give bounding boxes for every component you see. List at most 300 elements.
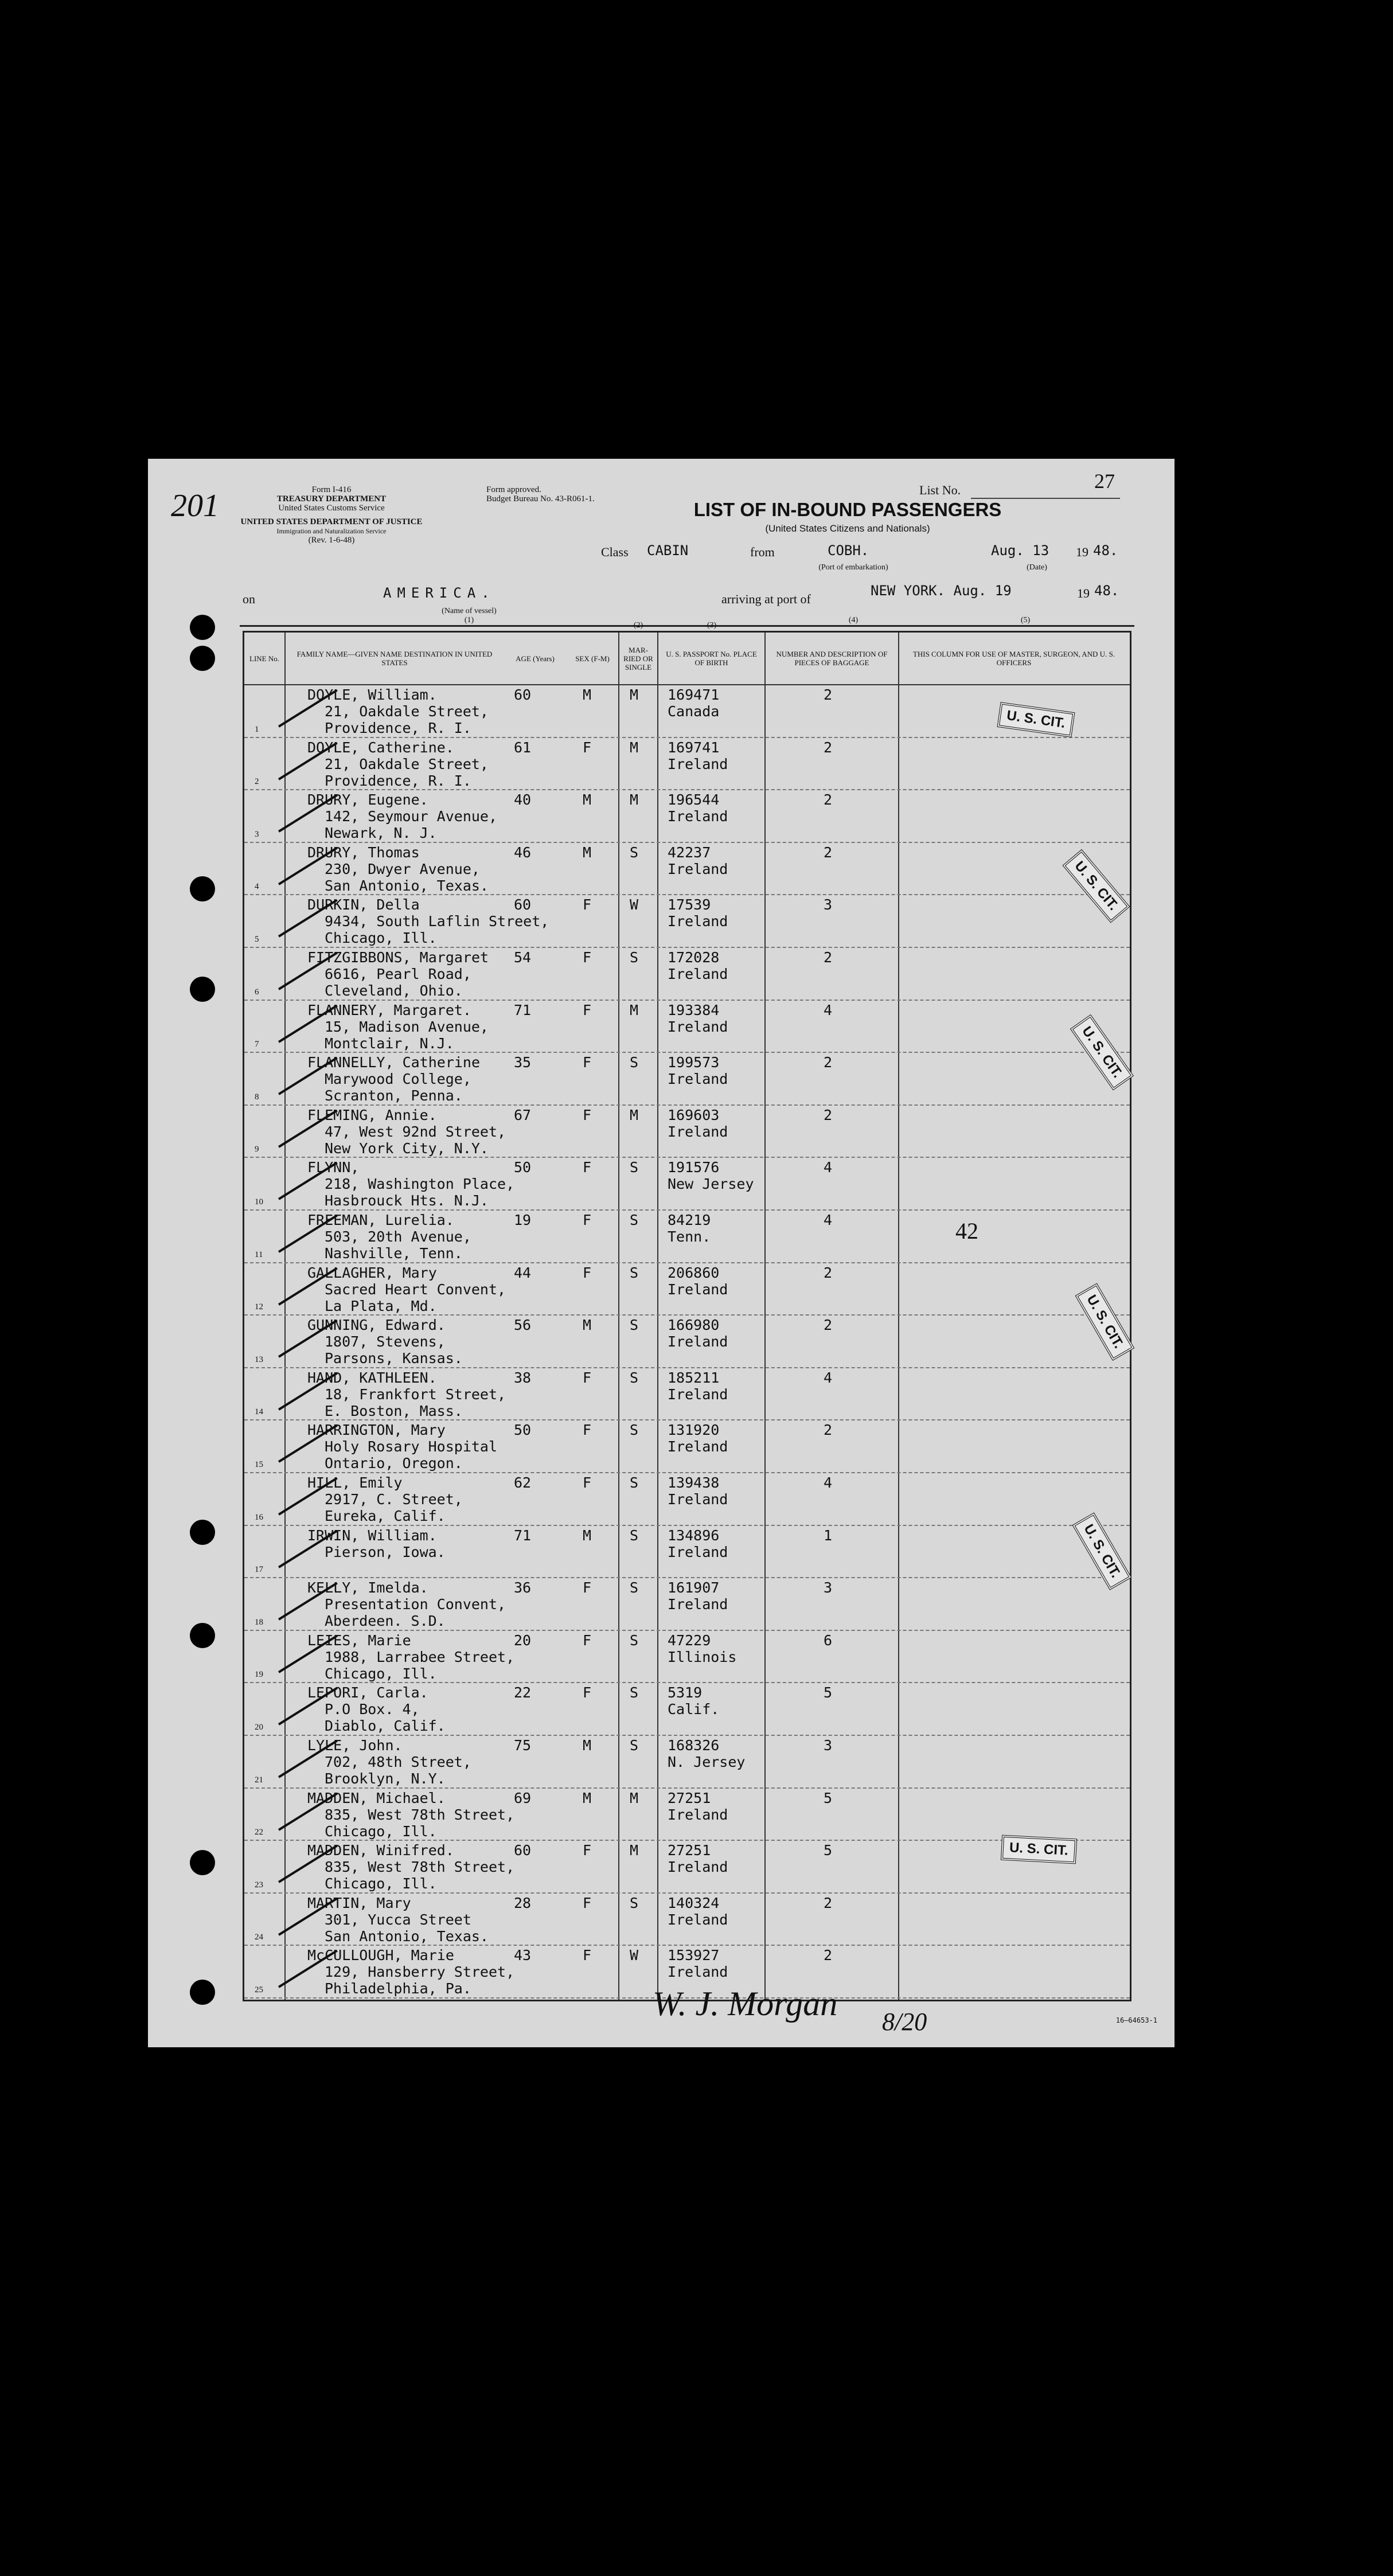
age: 44 — [514, 1264, 532, 1281]
col-header-line: LINE No. — [249, 654, 279, 663]
address-line-1: 15, Madison Avenue, — [325, 1018, 489, 1035]
col-header-age: AGE (Years) — [516, 654, 555, 663]
binder-hole — [190, 1980, 215, 2005]
sex: F — [583, 1054, 592, 1071]
table-row — [244, 1263, 1130, 1316]
age: 60 — [514, 1842, 532, 1859]
address-line-1: Pierson, Iowa. — [325, 1543, 446, 1560]
baggage-count: 5 — [824, 1684, 833, 1701]
table-row — [244, 1211, 1130, 1263]
list-number: 27 — [1094, 470, 1115, 493]
passport-number: 169603 — [668, 1106, 720, 1123]
us-citizen-stamp: U. S. CIT. — [1075, 1283, 1134, 1360]
revision-date: (Rev. 1-6-48) — [308, 536, 355, 545]
sex: M — [583, 1789, 592, 1806]
vessel-caption: (Name of vessel) — [442, 607, 497, 615]
age: 38 — [514, 1369, 532, 1386]
sex: F — [583, 1264, 592, 1281]
passenger-name: FITZGIBBONS, Margaret — [307, 949, 489, 966]
baggage-count: 2 — [824, 1106, 833, 1123]
address-line-1: Holy Rosary Hospital — [325, 1438, 498, 1455]
list-no-label: List No. — [919, 483, 961, 497]
us-citizen-stamp: U. S. CIT. — [1070, 1014, 1134, 1090]
baggage-count: 2 — [824, 1422, 833, 1439]
address-line-2: La Plata, Md. — [325, 1297, 437, 1314]
place-of-birth: Ireland — [668, 1018, 728, 1035]
place-of-birth: Ireland — [668, 1806, 728, 1823]
baggage-count: 4 — [824, 1001, 833, 1018]
baggage-count: 4 — [824, 1212, 833, 1228]
passenger-table — [243, 621, 1131, 2001]
baggage-count: 2 — [824, 686, 833, 703]
line-number: 16 — [255, 1512, 263, 1522]
marital-status: S — [630, 1054, 639, 1071]
vessel-name: AMERICA. — [383, 585, 495, 601]
passport-number: 169741 — [668, 739, 720, 756]
sex: F — [583, 1632, 592, 1649]
customs-service: United States Customs Service — [278, 504, 385, 513]
sex: F — [583, 1947, 592, 1964]
baggage-count: 2 — [824, 1947, 833, 1964]
address-line-2: Montclair, N.J. — [325, 1035, 454, 1052]
baggage-count: 3 — [824, 896, 833, 914]
age: 19 — [514, 1212, 532, 1228]
page-subtitle: (United States Citizens and Nationals) — [765, 523, 930, 534]
age: 40 — [514, 791, 532, 809]
sex: M — [583, 791, 592, 809]
age: 71 — [514, 1001, 532, 1018]
marital-status: S — [630, 1632, 639, 1649]
line-number: 19 — [255, 1670, 263, 1680]
address-line-2: Nashville, Tenn. — [325, 1245, 463, 1262]
sex: M — [583, 1737, 592, 1754]
class-value: CABIN — [647, 542, 689, 559]
passport-number: 161907 — [668, 1579, 720, 1597]
place-of-birth: Ireland — [668, 1491, 728, 1508]
col-header-baggage: NUMBER AND DESCRIPTION OF PIECES OF BAGGAGE — [776, 650, 888, 667]
passenger-name: FLANNERY, Margaret. — [307, 1001, 471, 1018]
table-row — [244, 1473, 1130, 1526]
line-number: 18 — [255, 1617, 263, 1627]
sex: F — [583, 1212, 592, 1228]
passenger-name: LEPORI, Carla. — [307, 1684, 428, 1701]
passenger-name: GALLAGHER, Mary — [307, 1264, 437, 1281]
line-number: 2 — [255, 777, 259, 787]
passport-number: 199573 — [668, 1054, 720, 1071]
age: 46 — [514, 844, 532, 861]
place-of-birth: Ireland — [668, 1859, 728, 1876]
passport-number: 196544 — [668, 791, 720, 809]
address-line-1: 218, Washington Place, — [325, 1176, 515, 1193]
age: 71 — [514, 1527, 532, 1544]
address-line-2: New York City, N.Y. — [325, 1139, 489, 1157]
treasury-dept: TREASURY DEPARTMENT — [276, 494, 387, 504]
place-of-birth: Ireland — [668, 860, 728, 877]
place-of-birth: New Jersey — [668, 1176, 754, 1193]
us-citizen-stamp: U. S. CIT. — [1072, 1512, 1131, 1590]
passenger-name: HAND, KATHLEEN. — [307, 1369, 437, 1386]
col-header-sex: SEX (F-M) — [575, 654, 610, 663]
col-header-officers: THIS COLUMN FOR USE OF MASTER, SURGEON, AND U. S. OFFICERS — [912, 650, 1115, 667]
sex: F — [583, 1159, 592, 1176]
table-row — [244, 1894, 1130, 1946]
age: 20 — [514, 1632, 532, 1649]
address-line-2: Providence, R. I. — [325, 720, 471, 736]
sex: M — [583, 1317, 592, 1334]
passport-number: 153927 — [668, 1947, 720, 1964]
passenger-name: DRURY, Eugene. — [307, 791, 428, 809]
passport-number: 27251 — [668, 1842, 711, 1859]
sex: M — [583, 686, 592, 703]
arrival-year: 48. — [1094, 583, 1119, 599]
table-row — [244, 790, 1130, 843]
address-line-1: 1988, Larrabee Street, — [325, 1648, 515, 1665]
address-line-1: 6616, Pearl Road, — [325, 966, 471, 982]
marital-status: S — [630, 1422, 639, 1439]
age: 36 — [514, 1579, 532, 1597]
address-line-2: Scranton, Penna. — [325, 1087, 463, 1104]
place-of-birth: Ireland — [668, 1911, 728, 1928]
age: 43 — [514, 1947, 532, 1964]
place-of-birth: Ireland — [668, 1071, 728, 1088]
marital-status: W — [630, 896, 639, 914]
passenger-name: FLANNELLY, Catherine — [307, 1054, 481, 1071]
passport-number: 47229 — [668, 1632, 711, 1649]
table-row — [244, 1789, 1130, 1841]
place-of-birth: Tenn. — [668, 1228, 711, 1245]
line-number: 3 — [255, 829, 259, 839]
baggage-count: 2 — [824, 1317, 833, 1334]
line-number: 22 — [255, 1828, 263, 1837]
departure-year-prefix: 19 — [1076, 545, 1088, 559]
age: 22 — [514, 1684, 532, 1701]
justice-dept: UNITED STATES DEPARTMENT OF JUSTICE — [240, 517, 423, 526]
line-number: 1 — [255, 724, 259, 734]
baggage-count: 3 — [824, 1737, 833, 1754]
address-line-2: Cleveland, Ohio. — [325, 982, 463, 999]
baggage-count: 2 — [824, 949, 833, 966]
line-number: 25 — [255, 1985, 263, 1995]
address-line-1: 835, West 78th Street, — [325, 1806, 515, 1823]
col-num-5: (5) — [1020, 616, 1031, 625]
address-line-2: Aberdeen. S.D. — [325, 1613, 446, 1630]
page-title: LIST OF IN-BOUND PASSENGERS — [693, 499, 1002, 520]
marital-status: S — [630, 1737, 639, 1754]
col-header-married: MAR-RIED OR SINGLE — [623, 645, 653, 672]
passport-number: 185211 — [668, 1369, 720, 1386]
table-row — [244, 738, 1130, 791]
place-of-birth: Ireland — [668, 1281, 728, 1298]
departure-year: 48. — [1093, 542, 1118, 559]
form-approved: Form approved. — [486, 485, 541, 494]
age: 69 — [514, 1789, 532, 1806]
arriving-label: arriving at port of — [721, 592, 811, 606]
port-embark-caption: (Port of embarkation) — [818, 563, 888, 572]
table-row — [244, 1106, 1130, 1158]
address-line-1: P.O Box. 4, — [325, 1701, 420, 1718]
baggage-count: 2 — [824, 791, 833, 809]
passport-number: 27251 — [668, 1789, 711, 1806]
binder-hole — [190, 876, 215, 901]
passenger-name: HARRINGTON, Mary — [307, 1422, 446, 1439]
table-row — [244, 1420, 1130, 1473]
passport-number: 134896 — [668, 1527, 720, 1544]
marital-status: M — [630, 739, 639, 756]
passport-number: 191576 — [668, 1159, 720, 1176]
line-number: 17 — [255, 1565, 263, 1575]
passenger-name: HILL, Emily — [307, 1474, 403, 1491]
age: 67 — [514, 1106, 532, 1123]
margin-note: 42 — [955, 1218, 978, 1244]
col-num-4: (4) — [848, 616, 859, 625]
address-line-2: Newark, N. J. — [325, 825, 437, 842]
port-embarkation: COBH. — [828, 542, 869, 559]
table-row — [244, 1316, 1130, 1368]
passport-number: 42237 — [668, 844, 711, 861]
table-row — [244, 1841, 1130, 1894]
age: 50 — [514, 1422, 532, 1439]
baggage-count: 2 — [824, 1054, 833, 1071]
margin-handwriting: 201 — [171, 488, 219, 524]
line-number: 8 — [255, 1092, 259, 1102]
binder-hole — [190, 646, 215, 671]
arrival-port-date: NEW YORK. Aug. 19 — [871, 583, 1012, 599]
address-line-1: Marywood College, — [325, 1071, 471, 1088]
table-row — [244, 1683, 1130, 1736]
place-of-birth: Canada — [668, 703, 720, 720]
manifest-page — [148, 459, 1175, 2047]
address-line-1: 142, Seymour Avenue, — [325, 808, 498, 825]
passenger-name: KELLY, Imelda. — [307, 1579, 428, 1597]
marital-status: S — [630, 1212, 639, 1228]
vessel-col-num: (1) — [464, 616, 474, 625]
address-line-1: 21, Oakdale Street, — [325, 755, 489, 772]
baggage-count: 2 — [824, 1264, 833, 1281]
address-line-1: 9434, South Laflin Street, — [325, 913, 549, 930]
date-caption: (Date) — [1027, 563, 1047, 572]
marital-status: M — [630, 686, 639, 703]
address-line-1: 21, Oakdale Street, — [325, 703, 489, 720]
marital-status: S — [630, 1264, 639, 1281]
line-number: 5 — [255, 934, 259, 944]
address-line-1: 47, West 92nd Street, — [325, 1123, 506, 1140]
address-line-1: 1807, Stevens, — [325, 1333, 446, 1351]
place-of-birth: Ireland — [668, 1333, 728, 1351]
age: 60 — [514, 686, 532, 703]
place-of-birth: Ireland — [668, 808, 728, 825]
passenger-name: LYLE, John. — [307, 1737, 403, 1754]
place-of-birth: Calif. — [668, 1701, 720, 1718]
sex: F — [583, 949, 592, 966]
from-label: from — [750, 545, 775, 559]
table-row — [244, 1158, 1130, 1211]
address-line-2: Eureka, Calif. — [325, 1508, 446, 1524]
sex: M — [583, 844, 592, 861]
table-row — [244, 1001, 1130, 1053]
address-line-2: Chicago, Ill. — [325, 930, 437, 947]
sex: F — [583, 1894, 592, 1911]
arrival-year-prefix: 19 — [1077, 586, 1090, 600]
address-line-1: Presentation Convent, — [325, 1596, 506, 1613]
col-header-passport: U. S. PASSPORT No. PLACE OF BIRTH — [666, 650, 757, 667]
address-line-2: San Antonio, Texas. — [325, 877, 489, 894]
place-of-birth: Ireland — [668, 755, 728, 772]
us-citizen-stamp: U. S. CIT. — [1062, 849, 1130, 923]
table-row — [244, 1631, 1130, 1684]
address-line-2: Parsons, Kansas. — [325, 1350, 463, 1367]
officer-signature: W. J. Morgan — [653, 1985, 838, 2023]
table-row — [244, 843, 1130, 896]
marital-status: S — [630, 1684, 639, 1701]
baggage-count: 5 — [824, 1789, 833, 1806]
marital-status: M — [630, 791, 639, 809]
address-line-1: 301, Yucca Street — [325, 1911, 471, 1928]
passenger-name: IRWIN, William. — [307, 1527, 437, 1544]
line-number: 11 — [255, 1250, 263, 1259]
passenger-name: FLYNN, — [307, 1159, 360, 1176]
table-row — [244, 895, 1130, 948]
address-line-1: Sacred Heart Convent, — [325, 1281, 506, 1298]
binder-hole — [190, 977, 215, 1002]
passenger-name: DRURY, Thomas — [307, 844, 420, 861]
line-number: 6 — [255, 987, 259, 997]
us-citizen-stamp: U. S. CIT. — [1001, 1835, 1077, 1864]
address-line-2: Providence, R. I. — [325, 772, 471, 789]
address-line-1: 702, 48th Street, — [325, 1754, 471, 1770]
sex: M — [583, 1527, 592, 1544]
binder-hole — [190, 1520, 215, 1545]
marital-status: S — [630, 1894, 639, 1911]
baggage-count: 2 — [824, 844, 833, 861]
marital-status: M — [630, 1789, 639, 1806]
baggage-count: 2 — [824, 1894, 833, 1911]
passenger-name: DOYLE, Catherine. — [307, 739, 454, 756]
col-num-2: (2) — [633, 621, 643, 630]
passport-number: 17539 — [668, 896, 711, 914]
age: 56 — [514, 1317, 532, 1334]
place-of-birth: Ireland — [668, 1123, 728, 1140]
address-line-2: Chicago, Ill. — [325, 1665, 437, 1682]
place-of-birth: Ireland — [668, 1438, 728, 1455]
place-of-birth: Ireland — [668, 913, 728, 930]
sex: F — [583, 896, 592, 914]
address-line-1: 230, Dwyer Avenue, — [325, 860, 480, 877]
passport-number: 166980 — [668, 1317, 720, 1334]
passport-number: 84219 — [668, 1212, 711, 1228]
age: 62 — [514, 1474, 532, 1491]
passenger-name: MADDEN, Winifred. — [307, 1842, 454, 1859]
passport-number: 193384 — [668, 1001, 720, 1018]
sex: F — [583, 1422, 592, 1439]
address-line-2: Chicago, Ill. — [325, 1875, 437, 1892]
baggage-count: 4 — [824, 1474, 833, 1491]
age: 28 — [514, 1894, 532, 1911]
place-of-birth: Ireland — [668, 1543, 728, 1560]
baggage-count: 6 — [824, 1632, 833, 1649]
line-number: 12 — [255, 1302, 263, 1312]
form-code: 16—64653-1 — [1115, 2016, 1157, 2024]
line-number: 9 — [255, 1145, 259, 1154]
passport-number: 5319 — [668, 1684, 703, 1701]
table-row — [244, 1053, 1130, 1106]
line-number: 4 — [255, 882, 259, 892]
sex: F — [583, 1474, 592, 1491]
passenger-name: DOYLE, William. — [307, 686, 437, 703]
baggage-count: 4 — [824, 1369, 833, 1386]
passport-number: 140324 — [668, 1894, 720, 1911]
address-line-2: Philadelphia, Pa. — [325, 1980, 471, 1997]
address-line-1: 835, West 78th Street, — [325, 1859, 515, 1876]
line-number: 21 — [255, 1775, 263, 1785]
place-of-birth: Ireland — [668, 1596, 728, 1613]
line-number: 24 — [255, 1933, 263, 1942]
baggage-count: 3 — [824, 1579, 833, 1597]
address-line-2: Ontario, Oregon. — [325, 1455, 463, 1472]
address-line-1: 18, Frankfort Street, — [325, 1385, 506, 1403]
marital-status: M — [630, 1842, 639, 1859]
passenger-name: FREEMAN, Lurelia. — [307, 1212, 454, 1228]
departure-date: Aug. 13 — [991, 542, 1049, 559]
sex: F — [583, 1684, 592, 1701]
address-line-1: 503, 20th Avenue, — [325, 1228, 471, 1245]
table-row — [244, 1526, 1130, 1579]
passport-number: 172028 — [668, 949, 720, 966]
address-line-2: Diablo, Calif. — [325, 1718, 446, 1735]
passenger-name: MARTIN, Mary — [307, 1894, 411, 1911]
table-row — [244, 685, 1130, 738]
table-row — [244, 1368, 1130, 1421]
address-line-1: 2917, C. Street, — [325, 1491, 463, 1508]
age: 54 — [514, 949, 532, 966]
us-citizen-stamp: U. S. CIT. — [997, 702, 1075, 737]
sex: F — [583, 1579, 592, 1597]
age: 75 — [514, 1737, 532, 1754]
line-number: 13 — [255, 1355, 263, 1364]
binder-hole — [190, 1623, 215, 1648]
line-number: 14 — [255, 1407, 263, 1417]
address-line-2: Chicago, Ill. — [325, 1822, 437, 1840]
age: 61 — [514, 739, 532, 756]
sex: F — [583, 1001, 592, 1018]
ins-label: Immigration and Naturalization Service — [276, 527, 387, 535]
col-header-name: FAMILY NAME—GIVEN NAME DESTINATION IN UNITED STATES — [296, 650, 493, 667]
passenger-name: LEIES, Marie — [307, 1632, 411, 1649]
passenger-name: FLEMING, Annie. — [307, 1106, 437, 1123]
line-number: 10 — [255, 1197, 263, 1207]
address-line-2: San Antonio, Texas. — [325, 1927, 489, 1945]
place-of-birth: N. Jersey — [668, 1754, 746, 1770]
baggage-count: 1 — [824, 1527, 833, 1544]
address-line-2: Brooklyn, N.Y. — [325, 1770, 446, 1787]
sex: F — [583, 1369, 592, 1386]
age: 60 — [514, 896, 532, 914]
marital-status: S — [630, 1369, 639, 1386]
binder-hole — [190, 1850, 215, 1875]
passenger-name: DURKIN, Della — [307, 896, 420, 914]
on-label: on — [243, 592, 255, 606]
passport-number: 206860 — [668, 1264, 720, 1281]
marital-status: S — [630, 1527, 639, 1544]
address-line-2: Hasbrouck Hts. N.J. — [325, 1192, 489, 1209]
marital-status: M — [630, 1106, 639, 1123]
class-label: Class — [601, 545, 629, 559]
line-number: 23 — [255, 1880, 263, 1890]
place-of-birth: Ireland — [668, 966, 728, 982]
place-of-birth: Illinois — [668, 1648, 737, 1665]
line-number: 15 — [255, 1459, 263, 1469]
baggage-count: 2 — [824, 739, 833, 756]
col-num-3: (3) — [707, 621, 717, 630]
